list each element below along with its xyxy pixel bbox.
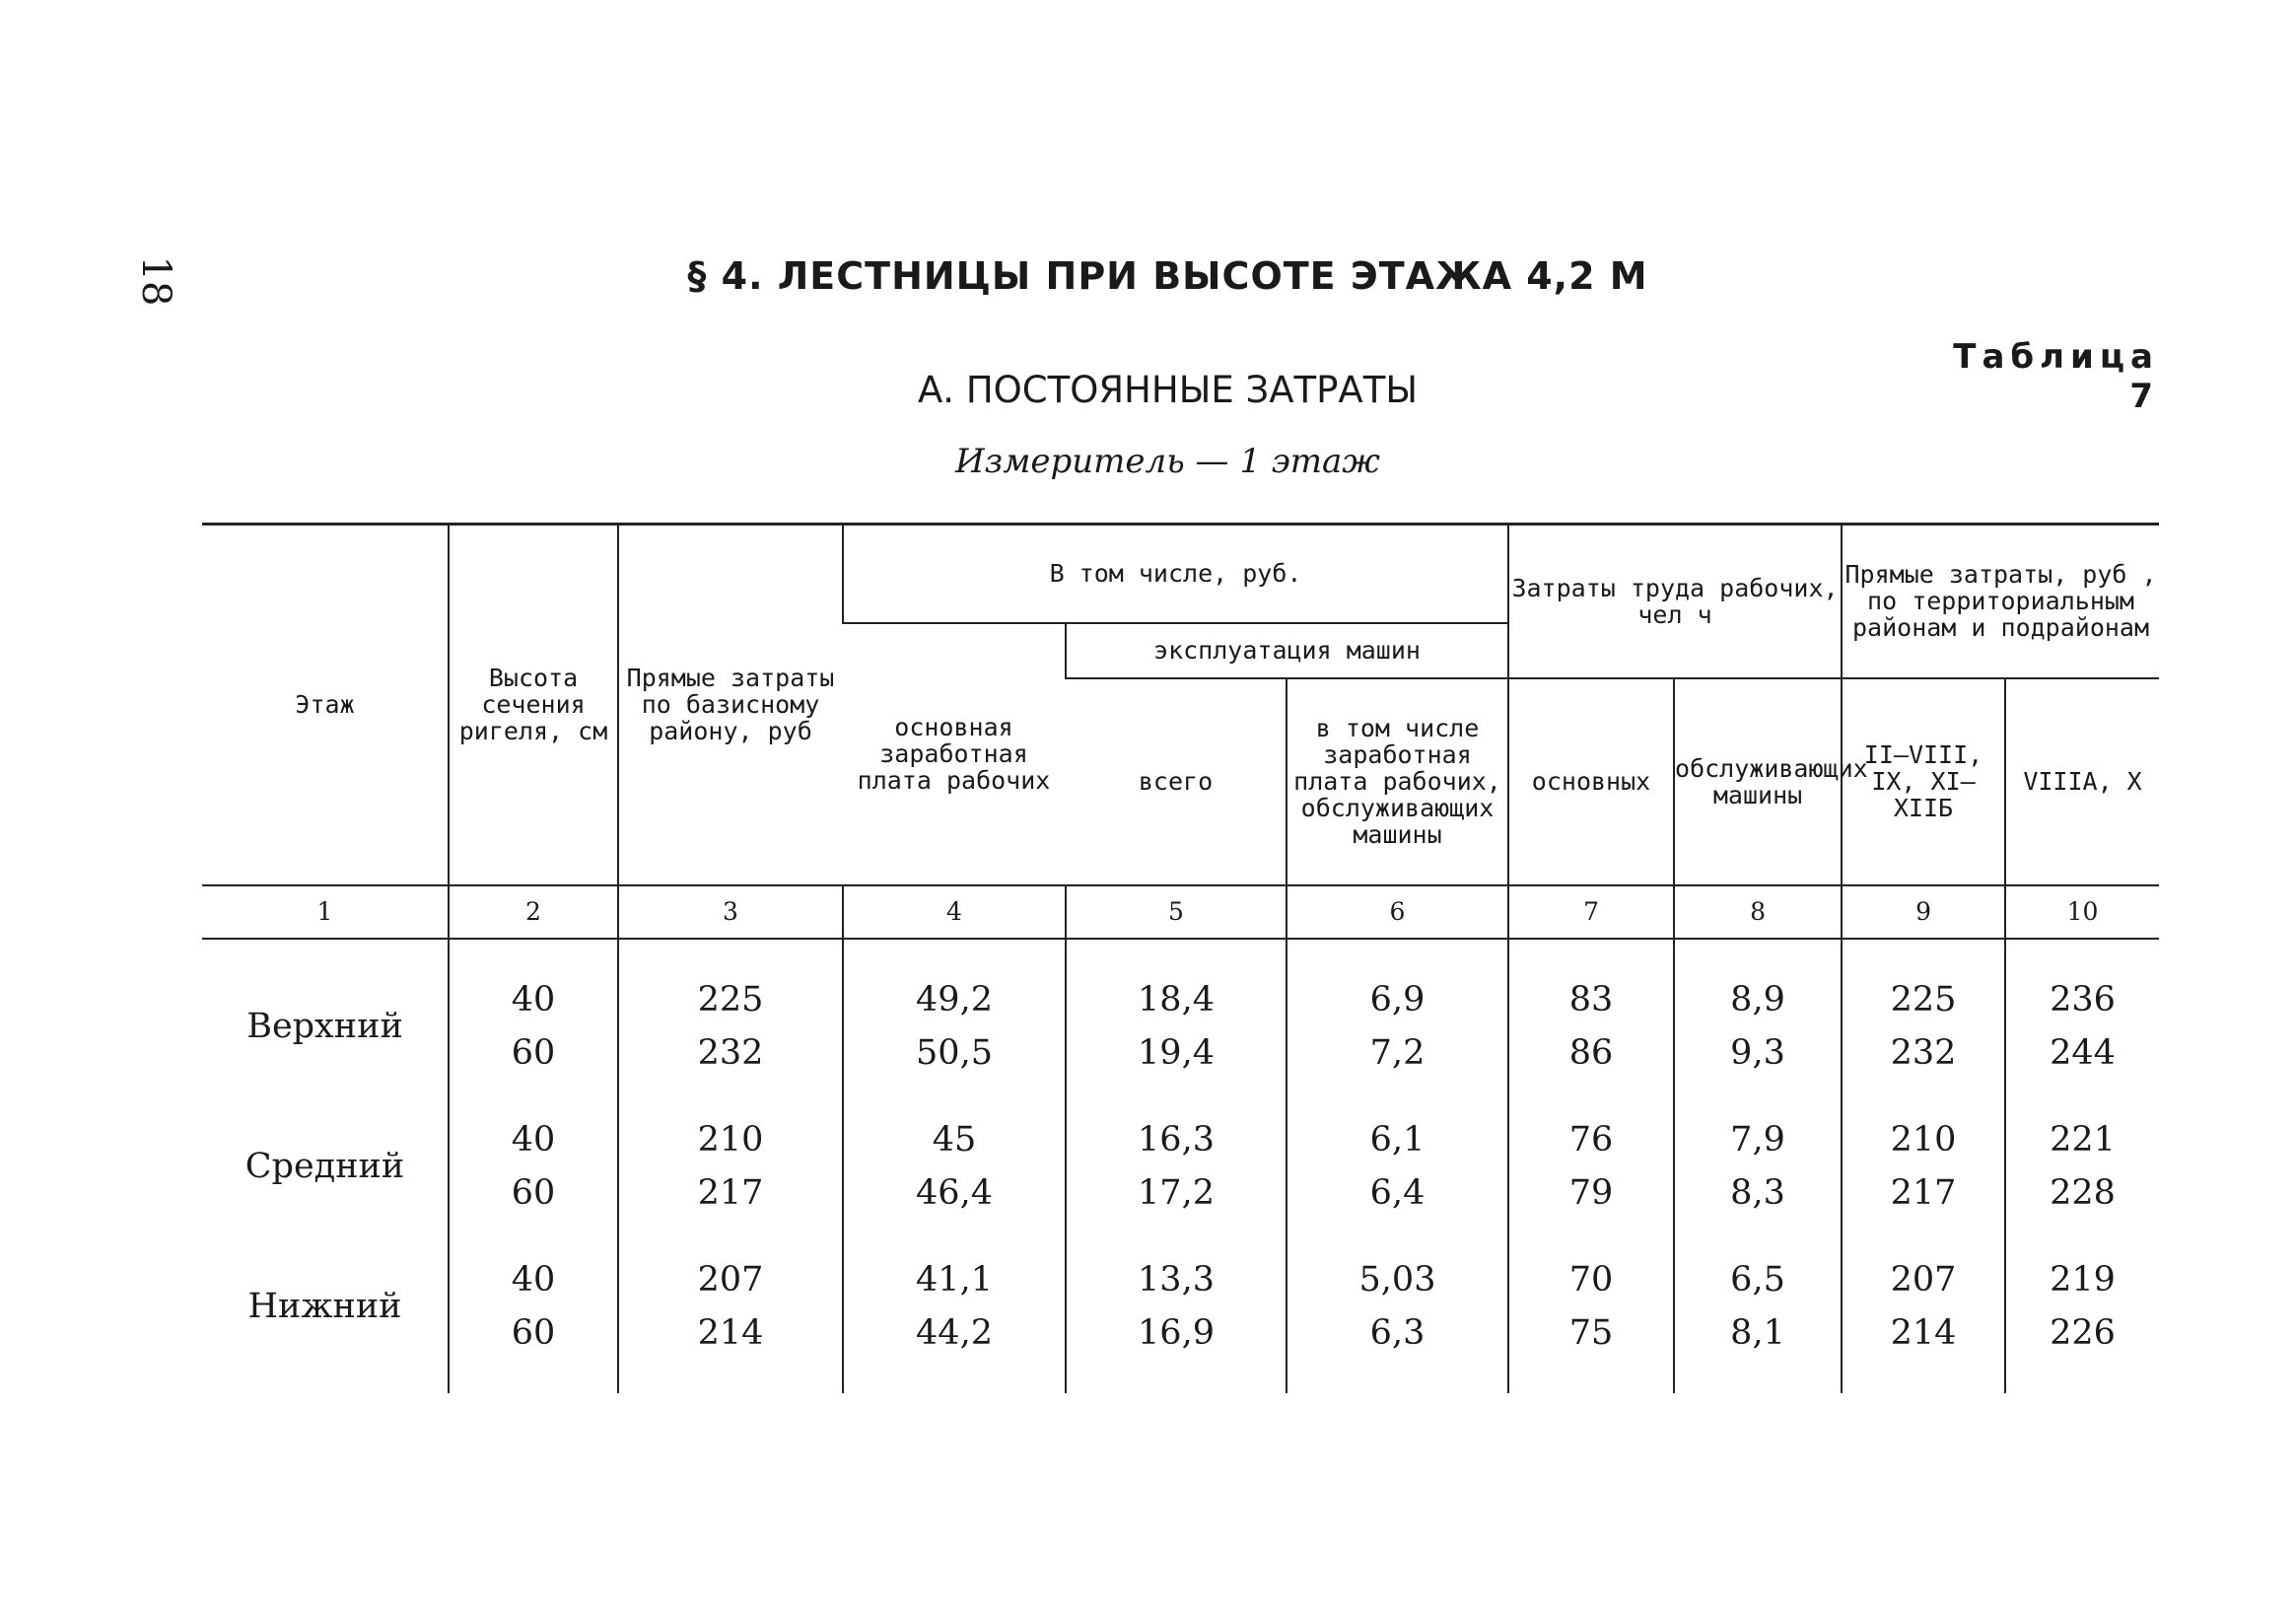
table-cell: 225	[1842, 973, 2005, 1026]
table-cell: 221	[2005, 1113, 2159, 1166]
table-cell: 76	[1508, 1113, 1674, 1166]
table-cell: 8,1	[1674, 1306, 1842, 1360]
section-title: § 4. ЛЕСТНИЦЫ ПРИ ВЫСОТЕ ЭТАЖА 4,2 М	[687, 254, 1648, 298]
table-cell: 45	[843, 1113, 1066, 1166]
header-floor: Этаж	[295, 690, 355, 720]
table-row	[202, 1026, 2159, 1080]
table-cell: 9,3	[1674, 1026, 1842, 1080]
table-cell: 70	[1508, 1253, 1674, 1306]
table-cell: 6,3	[1287, 1306, 1508, 1360]
table-cell: 40	[449, 973, 618, 1026]
page-number: 18	[133, 255, 178, 307]
header-region-2: VIIIА, X	[2005, 678, 2159, 885]
table-cell: 210	[1842, 1113, 2005, 1166]
table-cell: 18,4	[1066, 973, 1287, 1026]
table-cell: 228	[2005, 1166, 2159, 1220]
column-number: 10	[2005, 885, 2159, 939]
header-region-1: II—VIII, IX, XI—XIIБ	[1842, 678, 2005, 885]
table-row	[202, 1253, 2159, 1306]
header-including: В том числе, руб.	[843, 525, 1508, 623]
column-number: 5	[1066, 885, 1287, 939]
table-cell: 60	[449, 1306, 618, 1360]
table-cell: 49,2	[843, 973, 1066, 1026]
table-cell: 19,4	[1066, 1026, 1287, 1080]
table-cell: 207	[618, 1253, 843, 1306]
table-row	[202, 1113, 2159, 1166]
table-cell: 214	[618, 1306, 843, 1360]
header-labor-costs: Затраты труда рабочих, чел ч	[1508, 525, 1842, 678]
header-main-workers: основных	[1508, 678, 1674, 885]
column-number: 1	[202, 885, 449, 939]
header-base-wage: основная заработная плата рабочих	[857, 713, 1051, 795]
table-cell: 13,3	[1066, 1253, 1287, 1306]
column-numbers-row	[202, 885, 2159, 939]
table-cell: 232	[1842, 1026, 2005, 1080]
table-cell: 17,2	[1066, 1166, 1287, 1220]
table-cell: 50,5	[843, 1026, 1066, 1080]
table-cell: 226	[2005, 1306, 2159, 1360]
table-cell: 46,4	[843, 1166, 1066, 1220]
table-cell: 7,2	[1287, 1026, 1508, 1080]
table-cell: 40	[449, 1253, 618, 1306]
column-number: 8	[1674, 885, 1842, 939]
column-number: 4	[843, 885, 1066, 939]
table-cell: 86	[1508, 1026, 1674, 1080]
table-cell: 6,5	[1674, 1253, 1842, 1306]
table-cell: 244	[2005, 1026, 2159, 1080]
table-cell: 44,2	[843, 1306, 1066, 1360]
table-cell: 6,1	[1287, 1113, 1508, 1166]
table-cell: 6,9	[1287, 973, 1508, 1026]
table-cell: 41,1	[843, 1253, 1066, 1306]
table-cell: 232	[618, 1026, 843, 1080]
table-cell: 6,4	[1287, 1166, 1508, 1220]
table-cell: 79	[1508, 1166, 1674, 1220]
table-cell: 60	[449, 1026, 618, 1080]
column-number: 7	[1508, 885, 1674, 939]
cost-table	[202, 523, 2159, 1393]
table-cell: 225	[618, 973, 843, 1026]
table-cell: 8,9	[1674, 973, 1842, 1026]
table-cell: 7,9	[1674, 1113, 1842, 1166]
table-label: Таблица 7	[1953, 337, 2159, 416]
table-cell: 60	[449, 1166, 618, 1220]
column-number: 6	[1287, 885, 1508, 939]
floor-label: Средний	[244, 1146, 405, 1186]
table-cell: 217	[618, 1166, 843, 1220]
table-row	[202, 1306, 2159, 1360]
table-cell: 83	[1508, 973, 1674, 1026]
column-number: 2	[449, 885, 618, 939]
header-incl-wage-machines: в том числе заработная плата рабочих, обслуживающих машины	[1287, 678, 1508, 885]
column-number: 3	[618, 885, 843, 939]
table-cell: 8,3	[1674, 1166, 1842, 1220]
header-machine-total: всего	[1138, 767, 1214, 796]
table-cell: 40	[449, 1113, 618, 1166]
table-cell: 219	[2005, 1253, 2159, 1306]
measure-unit: Измеритель — 1 этаж	[955, 442, 1380, 481]
floor-label: Верхний	[246, 1006, 403, 1046]
column-number: 9	[1842, 885, 2005, 939]
header-machine-workers: обслуживающих машины	[1674, 678, 1842, 885]
floor-label: Нижний	[247, 1286, 402, 1326]
table-cell: 16,3	[1066, 1113, 1287, 1166]
header-beam-height: Высота сечения ригеля, см	[449, 525, 618, 885]
table-row	[202, 973, 2159, 1026]
table-cell: 210	[618, 1113, 843, 1166]
header-machine-operation: эксплуатация машин	[1066, 623, 1508, 678]
subtitle: А. ПОСТОЯННЫЕ ЗАТРАТЫ	[918, 369, 1418, 411]
table-cell: 236	[2005, 973, 2159, 1026]
table-cell: 5,03	[1287, 1253, 1508, 1306]
header-direct-costs-regions: Прямые затраты, руб , по территориальным районам и подрайонам	[1842, 525, 2159, 678]
table-cell: 207	[1842, 1253, 2005, 1306]
table-cell: 16,9	[1066, 1306, 1287, 1360]
table-cell: 217	[1842, 1166, 2005, 1220]
header-direct-costs-base: Прямые затраты по базисному району, руб	[618, 525, 843, 885]
table-cell: 214	[1842, 1306, 2005, 1360]
table-cell: 75	[1508, 1306, 1674, 1360]
table-row	[202, 1166, 2159, 1220]
